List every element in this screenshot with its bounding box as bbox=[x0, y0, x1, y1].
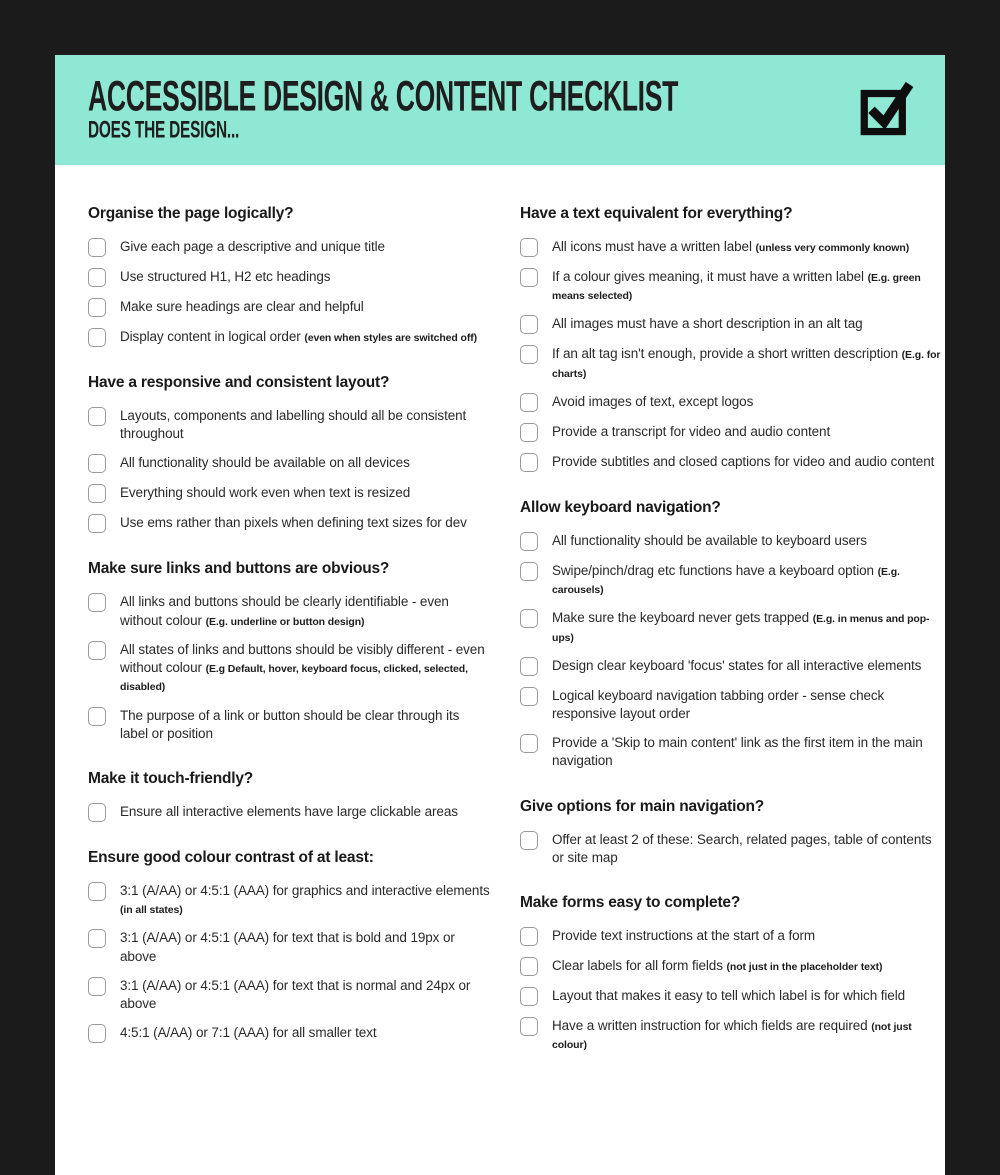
item-text: Give each page a descriptive and unique title bbox=[120, 239, 385, 254]
checklist-item bbox=[88, 977, 490, 1013]
item-label bbox=[120, 977, 490, 1013]
item-text: If a colour gives meaning, it must have a written label bbox=[552, 269, 864, 284]
checkbox[interactable] bbox=[520, 562, 538, 581]
item-text: All icons must have a written label bbox=[552, 239, 752, 254]
checkbox[interactable] bbox=[88, 1024, 106, 1043]
checklist-item bbox=[88, 641, 490, 696]
checklist-item bbox=[520, 562, 944, 598]
checklist-item bbox=[88, 484, 490, 503]
checklist-item bbox=[88, 707, 490, 743]
checkbox[interactable] bbox=[88, 328, 106, 347]
checkbox[interactable] bbox=[520, 268, 538, 287]
section-heading: Allow keyboard navigation? bbox=[520, 498, 721, 516]
checklist-item bbox=[88, 454, 490, 473]
checkbox[interactable] bbox=[88, 454, 106, 473]
checklist-item bbox=[88, 407, 490, 443]
item-text: Ensure all interactive elements have large clickable areas bbox=[120, 803, 458, 819]
item-label bbox=[552, 987, 905, 1005]
item-text: Everything should work even when text is resized bbox=[120, 485, 411, 501]
checkbox[interactable] bbox=[88, 929, 106, 948]
checklist-item bbox=[88, 929, 490, 965]
checklist-item bbox=[88, 882, 490, 918]
section-heading: Ensure good colour contrast of at least: bbox=[88, 848, 374, 866]
item-text: Offer at least 2 of these: Search, related pages, table of contents or site map bbox=[552, 831, 932, 865]
checkbox[interactable] bbox=[88, 298, 106, 317]
item-text: Use ems rather than pixels when defining text sizes for dev bbox=[120, 515, 467, 531]
item-text: All states of links and buttons should be visibly different - even without colour bbox=[120, 641, 485, 676]
checklist-item bbox=[520, 831, 944, 867]
item-label bbox=[120, 454, 410, 472]
checklist-item bbox=[88, 1024, 490, 1043]
checklist-item bbox=[520, 927, 944, 946]
checklist-section bbox=[88, 560, 490, 743]
checklist-item bbox=[88, 514, 490, 533]
item-label bbox=[120, 641, 490, 696]
item-text: The purpose of a link or button should be clear through its label or position bbox=[120, 707, 460, 741]
item-text: 4:5:1 (A/AA) or 7:1 (AAA) for all smaller text bbox=[120, 1025, 377, 1041]
item-note: (E.g. for charts) bbox=[552, 349, 941, 380]
checklist-item bbox=[520, 687, 944, 723]
checklist-item bbox=[88, 268, 490, 287]
item-label bbox=[552, 1017, 944, 1053]
item-text: Layout that makes it easy to tell which label is for which field bbox=[552, 988, 906, 1004]
item-text: All images must have a short description in an alt tag bbox=[552, 316, 863, 332]
checklist-content bbox=[55, 165, 945, 1081]
checklist-section bbox=[520, 798, 944, 867]
checkbox[interactable] bbox=[88, 407, 106, 426]
item-label bbox=[120, 803, 458, 821]
checklist-section bbox=[88, 849, 490, 1043]
item-label bbox=[552, 609, 944, 645]
item-label bbox=[120, 514, 467, 532]
item-label bbox=[552, 734, 944, 770]
item-text: Swipe/pinch/drag etc functions have a keyboard option bbox=[552, 562, 874, 578]
item-text: Provide a 'Skip to main content' link as the first item in the main navigation bbox=[552, 735, 923, 769]
checklist-section bbox=[520, 205, 944, 472]
item-label bbox=[120, 484, 410, 502]
item-note: (even when styles are switched off) bbox=[304, 332, 478, 344]
section-heading: Have a responsive and consistent layout? bbox=[88, 374, 390, 391]
checklist-item bbox=[520, 268, 944, 304]
checklist-section bbox=[520, 894, 944, 1053]
checkbox[interactable] bbox=[88, 803, 106, 822]
checklist-item bbox=[520, 532, 944, 551]
item-text: Design clear keyboard 'focus' states for all interactive elements bbox=[552, 657, 922, 673]
item-note: (E.g. underline or button design) bbox=[205, 615, 365, 628]
item-label bbox=[552, 268, 944, 304]
section-heading: Make it touch-friendly? bbox=[88, 769, 254, 787]
checklist-section bbox=[88, 770, 490, 822]
section-heading: Give options for main navigation? bbox=[520, 797, 765, 815]
item-text: If an alt tag isn't enough, provide a short written description bbox=[552, 346, 898, 362]
checkbox[interactable] bbox=[88, 593, 106, 612]
checklist-item bbox=[520, 345, 944, 381]
item-text: All functionality should be available on all devices bbox=[120, 455, 410, 471]
item-label bbox=[552, 423, 830, 441]
checklist-item bbox=[520, 315, 944, 334]
item-label bbox=[120, 707, 490, 743]
item-text: Clear labels for all form fields bbox=[552, 958, 723, 974]
item-text: Provide a transcript for video and audio content bbox=[552, 423, 831, 439]
page-title: ACCESSIBLE DESIGN & CONTENT CHECKLIST bbox=[88, 72, 679, 120]
page-header bbox=[55, 55, 945, 165]
item-label bbox=[552, 927, 815, 945]
item-text: 3:1 (A/AA) or 4:5:1 (AAA) for text that is bold and 19px or above bbox=[120, 930, 455, 964]
checklist-section bbox=[88, 205, 490, 347]
item-note: (unless very commonly known) bbox=[755, 242, 910, 254]
item-text: Provide text instructions at the start of a form bbox=[552, 928, 816, 944]
checkbox[interactable] bbox=[88, 882, 106, 901]
item-note: (E.g. green means selected) bbox=[552, 272, 921, 303]
checkbox[interactable] bbox=[520, 609, 538, 628]
item-label bbox=[552, 532, 867, 550]
checkbox[interactable] bbox=[520, 532, 538, 551]
checkbox[interactable] bbox=[520, 393, 538, 412]
item-text: 3:1 (A/AA) or 4:5:1 (AAA) for graphics and interactive elements bbox=[120, 882, 490, 898]
item-label bbox=[120, 1024, 377, 1042]
checkbox[interactable] bbox=[520, 423, 538, 442]
item-text: Provide subtitles and closed captions for video and audio content bbox=[552, 453, 935, 469]
checkbox[interactable] bbox=[520, 657, 538, 676]
checklist-item bbox=[520, 957, 944, 976]
checked-checkbox-icon bbox=[857, 77, 915, 139]
item-label bbox=[552, 957, 882, 975]
item-text: All functionality should be available to keyboard users bbox=[552, 532, 867, 548]
item-note: (E.g Default, hover, keyboard focus, clicked, selected, disabled) bbox=[120, 663, 468, 694]
checklist-item bbox=[88, 298, 490, 317]
item-text: Display content in logical order bbox=[120, 329, 301, 344]
item-text: All links and buttons should be clearly identifiable - even without colour bbox=[120, 594, 449, 628]
checklist-item bbox=[520, 987, 944, 1006]
item-label bbox=[120, 298, 364, 316]
checklist-section bbox=[88, 374, 490, 533]
checkbox[interactable] bbox=[520, 831, 538, 850]
checkbox[interactable] bbox=[88, 514, 106, 533]
checklist-item bbox=[520, 423, 944, 442]
checkbox[interactable] bbox=[88, 707, 106, 726]
column-left bbox=[88, 205, 490, 1081]
checklist-item bbox=[88, 593, 490, 629]
checkbox[interactable] bbox=[88, 641, 106, 660]
item-label bbox=[552, 687, 944, 723]
item-label bbox=[120, 407, 490, 443]
item-label bbox=[552, 657, 921, 675]
item-label bbox=[552, 453, 934, 471]
item-note: (not just colour) bbox=[552, 1021, 912, 1052]
checklist-item bbox=[520, 453, 944, 472]
item-text: Make sure the keyboard never gets trapped bbox=[552, 610, 810, 626]
item-label bbox=[552, 831, 944, 867]
checklist-item bbox=[520, 657, 944, 676]
item-label bbox=[552, 562, 944, 598]
checkbox[interactable] bbox=[520, 687, 538, 706]
item-label bbox=[552, 238, 909, 256]
item-text: Make sure headings are clear and helpful bbox=[120, 299, 364, 314]
column-right bbox=[520, 205, 944, 1081]
item-text: Avoid images of text, except logos bbox=[552, 393, 754, 409]
page-subtitle: DOES THE DESIGN... bbox=[88, 116, 240, 144]
item-label bbox=[552, 315, 863, 333]
item-note: (in all states) bbox=[120, 904, 183, 917]
item-label bbox=[552, 393, 753, 411]
checklist-page bbox=[55, 55, 945, 1175]
header-text bbox=[88, 72, 857, 144]
section-heading: Have a text equivalent for everything? bbox=[520, 205, 793, 222]
item-text: Have a written instruction for which fields are required bbox=[552, 1018, 868, 1034]
checkbox[interactable] bbox=[520, 927, 538, 946]
item-text: Layouts, components and labelling should all be consistent throughout bbox=[120, 408, 467, 442]
checklist-item bbox=[88, 238, 490, 257]
checkbox[interactable] bbox=[520, 238, 538, 257]
checkbox[interactable] bbox=[88, 484, 106, 503]
item-label bbox=[120, 328, 477, 346]
item-note: (E.g. in menus and pop-ups) bbox=[552, 613, 930, 644]
item-note: (not just in the placeholder text) bbox=[726, 961, 883, 974]
section-heading: Make forms easy to complete? bbox=[520, 894, 741, 912]
checklist-item bbox=[88, 803, 490, 822]
checklist-item bbox=[520, 1017, 944, 1053]
section-heading: Organise the page logically? bbox=[88, 205, 294, 222]
checkbox[interactable] bbox=[520, 987, 538, 1006]
checklist-item bbox=[520, 609, 944, 645]
item-text: Use structured H1, H2 etc headings bbox=[120, 269, 331, 284]
checklist-item bbox=[520, 393, 944, 412]
checklist-section bbox=[520, 499, 944, 771]
checkbox[interactable] bbox=[520, 1017, 538, 1036]
checklist-item bbox=[520, 238, 944, 257]
item-text: Logical keyboard navigation tabbing order - sense check responsive layout order bbox=[552, 687, 885, 721]
section-heading: Make sure links and buttons are obvious? bbox=[88, 560, 390, 578]
item-text: 3:1 (A/AA) or 4:5:1 (AAA) for text that is normal and 24px or above bbox=[120, 977, 471, 1012]
item-note: (E.g. carousels) bbox=[552, 565, 900, 597]
checkbox[interactable] bbox=[520, 453, 538, 472]
checklist-item bbox=[88, 328, 490, 347]
item-label bbox=[120, 238, 385, 256]
checklist-item bbox=[520, 734, 944, 770]
checkbox[interactable] bbox=[520, 734, 538, 753]
item-label bbox=[120, 882, 490, 918]
checkbox[interactable] bbox=[88, 977, 106, 996]
item-label bbox=[120, 268, 330, 286]
item-label bbox=[552, 345, 944, 381]
checkbox[interactable] bbox=[520, 315, 538, 334]
checkbox[interactable] bbox=[88, 268, 106, 287]
checkbox[interactable] bbox=[520, 957, 538, 976]
checkbox[interactable] bbox=[520, 345, 538, 364]
checkbox[interactable] bbox=[88, 238, 106, 257]
item-label bbox=[120, 593, 490, 629]
item-label bbox=[120, 929, 490, 965]
